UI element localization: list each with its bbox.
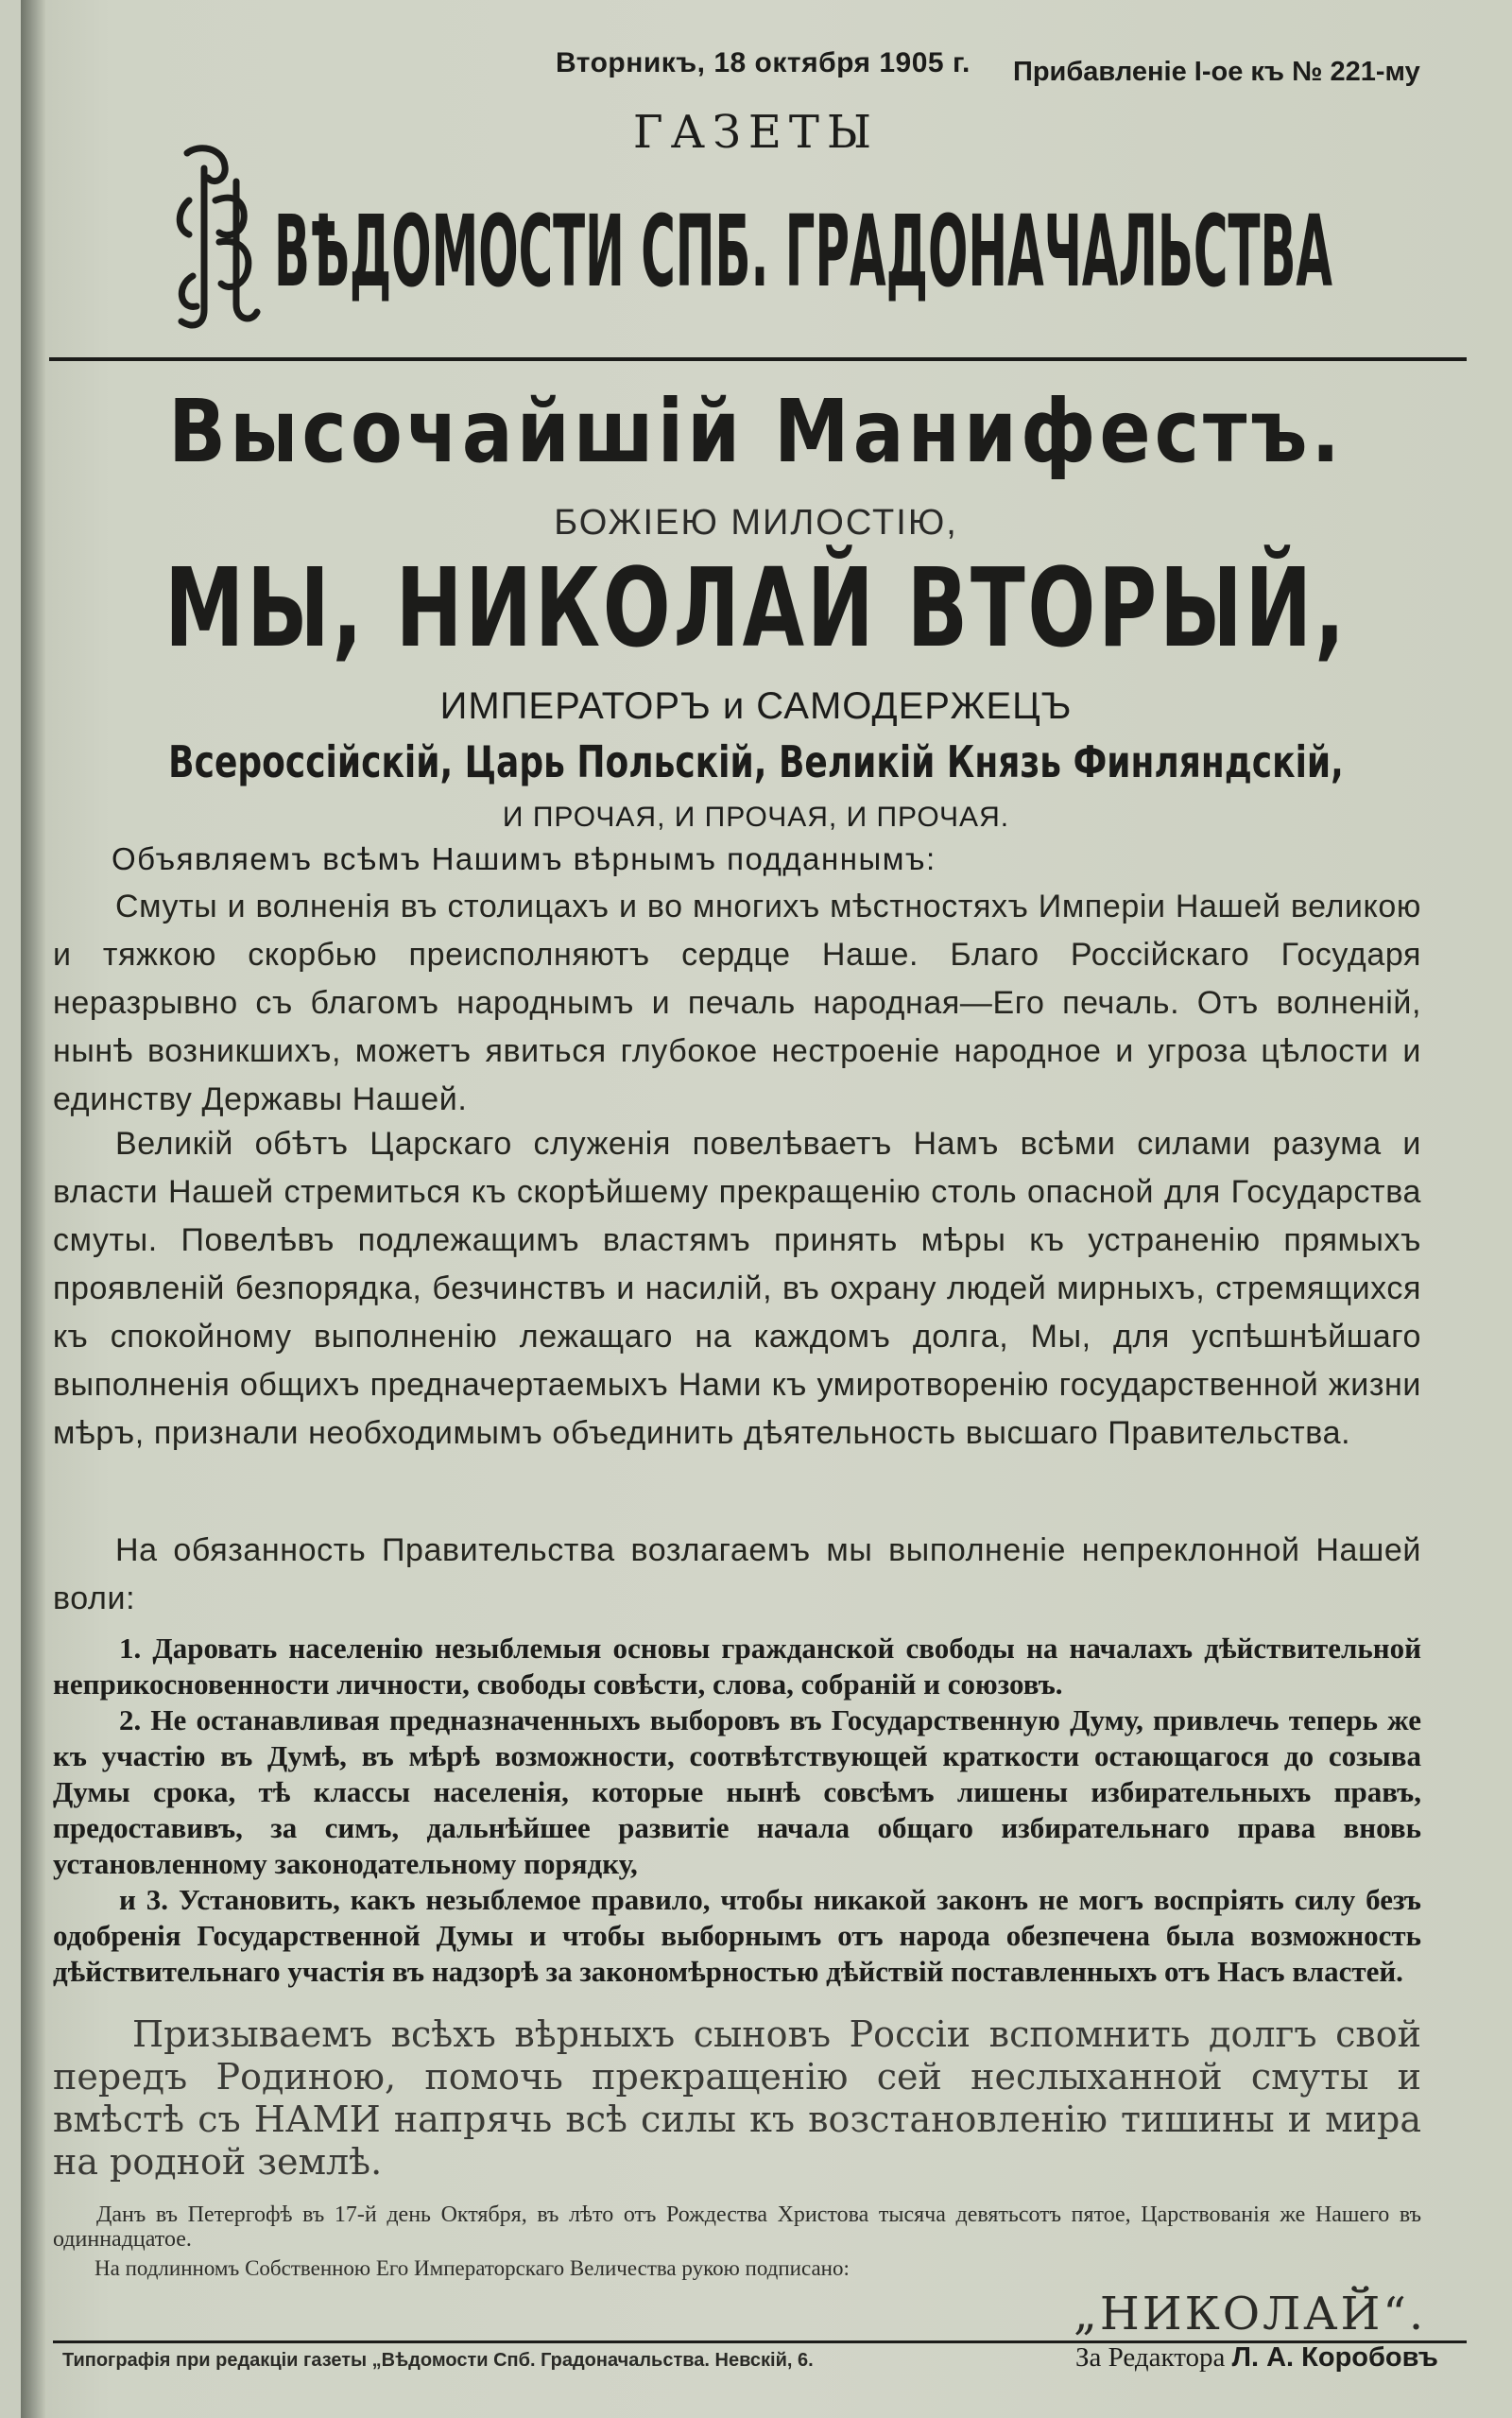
paragraph-duty: Великій обѣтъ Царскаго служенія повелѣваетъ Намъ всѣми силами разума и власти Нашей стремиться къ скорѣйшему прекращенію столь опасной для Государства смуты. Повелѣвъ подлежащимъ властямъ принять мѣры къ устраненію прямыхъ проявленій безпорядка, безчинствъ и насилій, въ охрану людей мирныхъ, стремящихся къ спокойному выполненію лежащаго на каждомъ долга, Мы, для успѣшнѣйшаго выполненія общихъ предначертаемыхъ Нами къ умиротворенію государственной жизни мѣръ, признали необходимымъ объединить дѣятельность высшаго Правительства. bbox=[53, 1126, 1421, 1451]
masthead-text: ВѢДОМОСТИ СПБ. ГРАДОНАЧАЛЬСТВА bbox=[274, 194, 1332, 309]
manifesto-title: Высочайшій Манифестъ. bbox=[168, 381, 1344, 482]
issue-date: Вторникъ, 18 октября 1905 г. bbox=[556, 47, 971, 78]
etc-line: И ПРОЧАЯ, И ПРОЧАЯ, И ПРОЧАЯ. bbox=[502, 802, 1010, 833]
emperor-name: МЫ, НИКОЛАЙ ВТОРЫЙ, bbox=[164, 544, 1348, 672]
masthead-title bbox=[170, 144, 1361, 333]
printer-line: Типографія при редакціи газеты „Вѣдомости Спб. Градоначальства. Невскій, 6. bbox=[62, 2350, 814, 2371]
call-to-sons: Призываемъ всѣхъ вѣрныхъ сыновъ Россіи вспомнить долгъ свой передъ Родиною, помочь прекращенію сей неслыханной смуты и вмѣстѣ съ НАМИ напрячь всѣ силы къ возстановленію тишины и мира на родной землѣ. bbox=[53, 2013, 1421, 2183]
by-grace-line: БОЖІЕЮ МИЛОСТІЮ, bbox=[554, 503, 958, 543]
item-civil-liberties: 1. Даровать населенію незыблемыя основы гражданской свободы на началахъ дѣйствительной неприкосновенности личности, свободы совѣсти, слова, собраній и союзовъ. bbox=[53, 1632, 1421, 1701]
list-item bbox=[53, 1882, 1421, 1990]
decorative-initial-yat bbox=[180, 148, 257, 325]
item-duma-elections: 2. Не останавливая предназначенныхъ выборовъ въ Государственную Думу, привлечь теперь же къ участію въ Думѣ, въ мѣрѣ возможности, соотвѣтствующей краткости остающагося до созыва Думы срока, тѣ классы населенія, которые нынѣ совсѣмъ лишены избирательныхъ правъ, предоставивъ, за симъ, дальнѣйшее развитіе начала общаго избирательнаго права вновь установленному законодательному порядку, bbox=[53, 1703, 1421, 1880]
masthead-graphic bbox=[170, 144, 1361, 333]
emperor-title: ИМПЕРАТОРЪ и САМОДЕРЖЕЦЪ bbox=[439, 685, 1073, 727]
given-at-line: Данъ въ Петергофѣ въ 17-й день Октября, въ лѣто отъ Рождества Христова тысяча девятьсотъ пятое, Царствованія же Нашего въ одиннадцатое. bbox=[53, 2202, 1421, 2252]
page-binding-edge bbox=[21, 0, 45, 2418]
emperor-titles: Всероссійскій, Царь Польскій, Великій Князь Финляндскій, bbox=[168, 737, 1344, 788]
editor-prefix: За Редактора bbox=[1075, 2342, 1226, 2373]
paragraph-unrest: Смуты и волненія въ столицахъ и во многихъ мѣстностяхъ Имперіи Нашей великою и тяжкою скорбью преисполняютъ сердце Наше. Благо Россійскаго Государя неразрывно съ благомъ народнымъ и печаль народная—Его печаль. Отъ волненій, нынѣ возникшихъ, можетъ явиться глубокое нестроеніе народное и угроза цѣлости и единству Державы Нашей. bbox=[53, 889, 1421, 1117]
gazety-label: ГАЗЕТЫ bbox=[632, 106, 880, 159]
paragraph-government: На обязанность Правительства возлагаемъ мы выполненіе непреклонной Нашей воли: bbox=[53, 1532, 1421, 1616]
list-item bbox=[53, 1702, 1421, 1882]
intro-line: Объявляемъ всѣмъ Нашимъ вѣрнымъ подданнымъ: bbox=[112, 841, 936, 876]
list-item bbox=[53, 1631, 1421, 1702]
editor-line bbox=[1075, 2342, 1438, 2374]
editor-name: Л. А. Коробовъ bbox=[1231, 2342, 1438, 2373]
header-rule bbox=[49, 357, 1467, 361]
signed-note: На подлинномъ Собственною Его Императорскаго Величества рукою подписано: bbox=[94, 2256, 850, 2280]
supplement-number: Прибавленіе І-ое къ № 221-му bbox=[1013, 57, 1420, 87]
signature: „НИКОЛАЙ“. bbox=[1074, 2288, 1427, 2340]
item-duma-approval: и 3. Установить, какъ незыблемое правило, чтобы никакой законъ не могъ воспріять силу безъ одобренія Государственной Думы и чтобы выборнымъ отъ народа обезпечена была возможность дѣйствительнаго участія въ надзорѣ за закономѣрностью дѣйствій поставленныхъ отъ Насъ властей. bbox=[53, 1883, 1421, 1988]
